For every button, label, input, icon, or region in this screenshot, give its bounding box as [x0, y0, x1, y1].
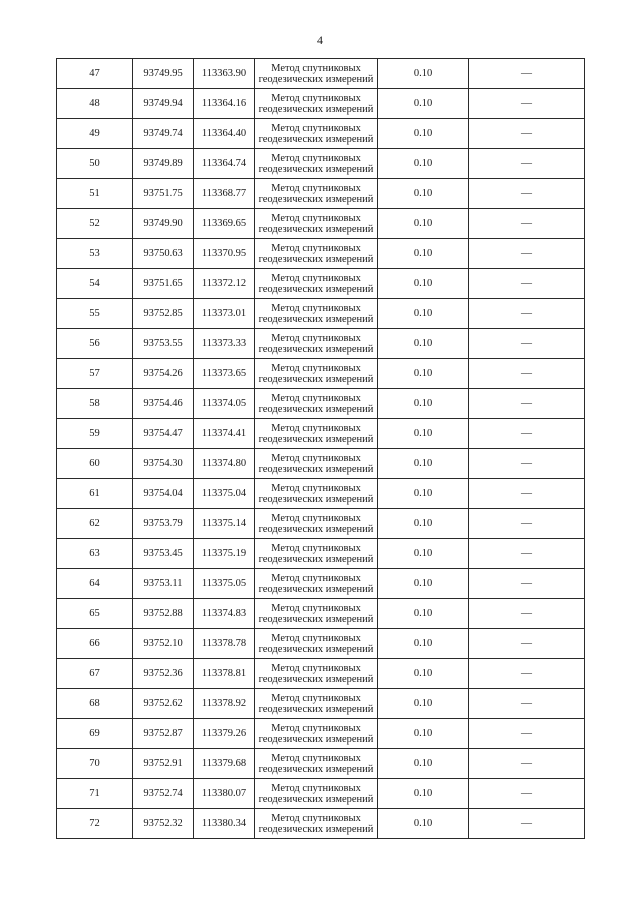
method-line-1: Метод спутниковых	[271, 302, 361, 314]
precision-cell: 0.10	[378, 629, 469, 659]
note-cell	[469, 629, 585, 659]
method-cell	[255, 539, 378, 569]
y-coordinate-cell: 113375.04	[194, 479, 255, 509]
y-coordinate-cell: 113373.65	[194, 359, 255, 389]
x-coordinate-cell: 93752.36	[133, 659, 194, 689]
x-coordinate-cell: 93751.75	[133, 179, 194, 209]
table-row	[57, 749, 585, 779]
method-line-1: Метод спутниковых	[271, 512, 361, 524]
table-row	[57, 509, 585, 539]
method-line-2: геодезических измерений	[258, 373, 374, 385]
note-dash: —	[521, 337, 532, 349]
method-line-2: геодезических измерений	[258, 733, 374, 745]
y-coordinate-cell: 113380.07	[194, 779, 255, 809]
note-cell	[469, 749, 585, 779]
method-cell	[255, 269, 378, 299]
precision-cell: 0.10	[378, 419, 469, 449]
method-line-1: Метод спутниковых	[271, 722, 361, 734]
precision-cell: 0.10	[378, 659, 469, 689]
precision-cell: 0.10	[378, 779, 469, 809]
table-row	[57, 239, 585, 269]
y-coordinate-cell: 113375.14	[194, 509, 255, 539]
table-row	[57, 329, 585, 359]
method-line-2: геодезических измерений	[258, 343, 374, 355]
note-dash: —	[521, 817, 532, 829]
x-coordinate-cell: 93752.62	[133, 689, 194, 719]
point-number-cell: 62	[57, 509, 133, 539]
note-dash: —	[521, 487, 532, 499]
point-number-cell: 68	[57, 689, 133, 719]
note-dash: —	[521, 247, 532, 259]
y-coordinate-cell: 113374.41	[194, 419, 255, 449]
method-cell	[255, 59, 378, 89]
note-cell	[469, 89, 585, 119]
method-line-2: геодезических измерений	[258, 703, 374, 715]
precision-cell: 0.10	[378, 269, 469, 299]
point-number-cell: 72	[57, 809, 133, 839]
y-coordinate-cell: 113373.33	[194, 329, 255, 359]
method-line-1: Метод спутниковых	[271, 572, 361, 584]
method-cell	[255, 749, 378, 779]
point-number-cell: 57	[57, 359, 133, 389]
note-dash: —	[521, 97, 532, 109]
table-row	[57, 629, 585, 659]
note-dash: —	[521, 127, 532, 139]
method-line-2: геодезических измерений	[258, 523, 374, 535]
precision-cell: 0.10	[378, 359, 469, 389]
point-number-cell: 66	[57, 629, 133, 659]
method-line-1: Метод спутниковых	[271, 152, 361, 164]
note-dash: —	[521, 787, 532, 799]
y-coordinate-cell: 113378.92	[194, 689, 255, 719]
precision-cell: 0.10	[378, 299, 469, 329]
precision-cell: 0.10	[378, 389, 469, 419]
table-row	[57, 389, 585, 419]
precision-cell: 0.10	[378, 449, 469, 479]
method-line-1: Метод спутниковых	[271, 242, 361, 254]
note-dash: —	[521, 397, 532, 409]
x-coordinate-cell: 93752.85	[133, 299, 194, 329]
method-line-2: геодезических измерений	[258, 403, 374, 415]
method-line-2: геодезических измерений	[258, 223, 374, 235]
x-coordinate-cell: 93754.26	[133, 359, 194, 389]
note-dash: —	[521, 427, 532, 439]
y-coordinate-cell: 113378.78	[194, 629, 255, 659]
precision-cell: 0.10	[378, 809, 469, 839]
method-cell	[255, 389, 378, 419]
method-cell	[255, 239, 378, 269]
method-line-1: Метод спутниковых	[271, 542, 361, 554]
method-line-2: геодезических измерений	[258, 823, 374, 835]
point-number-cell: 48	[57, 89, 133, 119]
method-line-2: геодезических измерений	[258, 463, 374, 475]
precision-cell: 0.10	[378, 59, 469, 89]
table-row	[57, 59, 585, 89]
method-cell	[255, 779, 378, 809]
x-coordinate-cell: 93749.89	[133, 149, 194, 179]
method-line-2: геодезических измерений	[258, 613, 374, 625]
y-coordinate-cell: 113364.40	[194, 119, 255, 149]
x-coordinate-cell: 93752.74	[133, 779, 194, 809]
point-number-cell: 53	[57, 239, 133, 269]
y-coordinate-cell: 113379.26	[194, 719, 255, 749]
y-coordinate-cell: 113380.34	[194, 809, 255, 839]
note-cell	[469, 659, 585, 689]
precision-cell: 0.10	[378, 749, 469, 779]
note-dash: —	[521, 697, 532, 709]
method-cell	[255, 719, 378, 749]
precision-cell: 0.10	[378, 119, 469, 149]
note-dash: —	[521, 367, 532, 379]
table-row	[57, 179, 585, 209]
method-line-1: Метод спутниковых	[271, 182, 361, 194]
y-coordinate-cell: 113375.05	[194, 569, 255, 599]
x-coordinate-cell: 93753.55	[133, 329, 194, 359]
point-number-cell: 67	[57, 659, 133, 689]
note-dash: —	[521, 577, 532, 589]
method-cell	[255, 569, 378, 599]
table-row	[57, 539, 585, 569]
method-line-2: геодезических измерений	[258, 673, 374, 685]
method-cell	[255, 689, 378, 719]
note-dash: —	[521, 757, 532, 769]
table-row	[57, 269, 585, 299]
method-line-1: Метод спутниковых	[271, 662, 361, 674]
x-coordinate-cell: 93754.04	[133, 479, 194, 509]
note-cell	[469, 779, 585, 809]
x-coordinate-cell: 93751.65	[133, 269, 194, 299]
note-dash: —	[521, 67, 532, 79]
method-line-1: Метод спутниковых	[271, 782, 361, 794]
point-number-cell: 65	[57, 599, 133, 629]
note-dash: —	[521, 607, 532, 619]
point-number-cell: 54	[57, 269, 133, 299]
table-row	[57, 209, 585, 239]
precision-cell: 0.10	[378, 599, 469, 629]
y-coordinate-cell: 113370.95	[194, 239, 255, 269]
point-number-cell: 59	[57, 419, 133, 449]
point-number-cell: 64	[57, 569, 133, 599]
precision-cell: 0.10	[378, 329, 469, 359]
method-cell	[255, 119, 378, 149]
point-number-cell: 61	[57, 479, 133, 509]
note-cell	[469, 599, 585, 629]
table-row	[57, 119, 585, 149]
x-coordinate-cell: 93749.94	[133, 89, 194, 119]
method-line-1: Метод спутниковых	[271, 122, 361, 134]
table-row	[57, 779, 585, 809]
method-cell	[255, 509, 378, 539]
method-cell	[255, 329, 378, 359]
method-line-1: Метод спутниковых	[271, 812, 361, 824]
method-line-2: геодезических измерений	[258, 763, 374, 775]
note-cell	[469, 569, 585, 599]
method-line-1: Метод спутниковых	[271, 452, 361, 464]
method-cell	[255, 359, 378, 389]
table-row	[57, 359, 585, 389]
method-line-1: Метод спутниковых	[271, 212, 361, 224]
method-cell	[255, 299, 378, 329]
note-cell	[469, 809, 585, 839]
point-number-cell: 55	[57, 299, 133, 329]
method-cell	[255, 629, 378, 659]
x-coordinate-cell: 93749.95	[133, 59, 194, 89]
x-coordinate-cell: 93750.63	[133, 239, 194, 269]
x-coordinate-cell: 93749.74	[133, 119, 194, 149]
note-cell	[469, 479, 585, 509]
point-number-cell: 58	[57, 389, 133, 419]
method-line-1: Метод спутниковых	[271, 752, 361, 764]
precision-cell: 0.10	[378, 149, 469, 179]
method-cell	[255, 599, 378, 629]
method-line-1: Метод спутниковых	[271, 272, 361, 284]
note-dash: —	[521, 667, 532, 679]
x-coordinate-cell: 93754.47	[133, 419, 194, 449]
note-cell	[469, 269, 585, 299]
note-cell	[469, 359, 585, 389]
y-coordinate-cell: 113375.19	[194, 539, 255, 569]
note-cell	[469, 449, 585, 479]
note-cell	[469, 239, 585, 269]
method-line-1: Метод спутниковых	[271, 92, 361, 104]
point-number-cell: 51	[57, 179, 133, 209]
y-coordinate-cell: 113364.74	[194, 149, 255, 179]
x-coordinate-cell: 93752.32	[133, 809, 194, 839]
method-line-1: Метод спутниковых	[271, 332, 361, 344]
method-line-1: Метод спутниковых	[271, 422, 361, 434]
note-dash: —	[521, 217, 532, 229]
y-coordinate-cell: 113372.12	[194, 269, 255, 299]
table-row	[57, 689, 585, 719]
note-cell	[469, 179, 585, 209]
x-coordinate-cell: 93752.87	[133, 719, 194, 749]
note-dash: —	[521, 457, 532, 469]
page-number: 4	[317, 33, 323, 47]
table-row	[57, 719, 585, 749]
method-line-2: геодезических измерений	[258, 133, 374, 145]
y-coordinate-cell: 113373.01	[194, 299, 255, 329]
note-dash: —	[521, 547, 532, 559]
x-coordinate-cell: 93753.11	[133, 569, 194, 599]
method-line-2: геодезических измерений	[258, 553, 374, 565]
method-line-2: геодезических измерений	[258, 493, 374, 505]
method-line-2: геодезических измерений	[258, 253, 374, 265]
point-number-cell: 63	[57, 539, 133, 569]
table-row	[57, 89, 585, 119]
note-cell	[469, 719, 585, 749]
method-line-2: геодезических измерений	[258, 313, 374, 325]
method-line-2: геодезических измерений	[258, 103, 374, 115]
y-coordinate-cell: 113374.80	[194, 449, 255, 479]
point-number-cell: 69	[57, 719, 133, 749]
note-cell	[469, 509, 585, 539]
method-line-1: Метод спутниковых	[271, 392, 361, 404]
point-number-cell: 71	[57, 779, 133, 809]
note-cell	[469, 689, 585, 719]
point-number-cell: 70	[57, 749, 133, 779]
table-row	[57, 449, 585, 479]
method-line-2: геодезических измерений	[258, 643, 374, 655]
note-dash: —	[521, 277, 532, 289]
method-line-2: геодезических измерений	[258, 283, 374, 295]
method-line-1: Метод спутниковых	[271, 482, 361, 494]
table-row	[57, 149, 585, 179]
precision-cell: 0.10	[378, 239, 469, 269]
y-coordinate-cell: 113364.16	[194, 89, 255, 119]
table-row	[57, 569, 585, 599]
method-line-2: геодезических измерений	[258, 433, 374, 445]
y-coordinate-cell: 113363.90	[194, 59, 255, 89]
x-coordinate-cell: 93752.88	[133, 599, 194, 629]
table-row	[57, 479, 585, 509]
precision-cell: 0.10	[378, 539, 469, 569]
note-dash: —	[521, 187, 532, 199]
method-cell	[255, 479, 378, 509]
point-number-cell: 56	[57, 329, 133, 359]
point-number-cell: 52	[57, 209, 133, 239]
note-cell	[469, 389, 585, 419]
method-line-2: геодезических измерений	[258, 193, 374, 205]
note-cell	[469, 149, 585, 179]
method-line-2: геодезических измерений	[258, 583, 374, 595]
precision-cell: 0.10	[378, 689, 469, 719]
y-coordinate-cell: 113374.83	[194, 599, 255, 629]
precision-cell: 0.10	[378, 89, 469, 119]
x-coordinate-cell: 93753.45	[133, 539, 194, 569]
x-coordinate-cell: 93752.91	[133, 749, 194, 779]
table-body	[57, 59, 585, 839]
x-coordinate-cell: 93754.30	[133, 449, 194, 479]
table-row	[57, 299, 585, 329]
x-coordinate-cell: 93754.46	[133, 389, 194, 419]
precision-cell: 0.10	[378, 509, 469, 539]
point-number-cell: 47	[57, 59, 133, 89]
note-cell	[469, 209, 585, 239]
note-cell	[469, 59, 585, 89]
precision-cell: 0.10	[378, 209, 469, 239]
point-number-cell: 60	[57, 449, 133, 479]
method-line-1: Метод спутниковых	[271, 62, 361, 74]
precision-cell: 0.10	[378, 479, 469, 509]
method-line-2: геодезических измерений	[258, 163, 374, 175]
x-coordinate-cell: 93752.10	[133, 629, 194, 659]
point-number-cell: 49	[57, 119, 133, 149]
note-dash: —	[521, 157, 532, 169]
note-dash: —	[521, 517, 532, 529]
precision-cell: 0.10	[378, 569, 469, 599]
method-line-2: геодезических измерений	[258, 73, 374, 85]
x-coordinate-cell: 93749.90	[133, 209, 194, 239]
method-cell	[255, 149, 378, 179]
method-line-1: Метод спутниковых	[271, 362, 361, 374]
method-line-2: геодезических измерений	[258, 793, 374, 805]
point-number-cell: 50	[57, 149, 133, 179]
method-line-1: Метод спутниковых	[271, 602, 361, 614]
method-cell	[255, 659, 378, 689]
method-cell	[255, 209, 378, 239]
method-cell	[255, 179, 378, 209]
precision-cell: 0.10	[378, 719, 469, 749]
table-row	[57, 599, 585, 629]
note-dash: —	[521, 307, 532, 319]
note-cell	[469, 539, 585, 569]
note-cell	[469, 119, 585, 149]
method-cell	[255, 89, 378, 119]
table-row	[57, 659, 585, 689]
y-coordinate-cell: 113369.65	[194, 209, 255, 239]
note-cell	[469, 299, 585, 329]
table-row	[57, 419, 585, 449]
table-row	[57, 809, 585, 839]
y-coordinate-cell: 113379.68	[194, 749, 255, 779]
y-coordinate-cell: 113368.77	[194, 179, 255, 209]
note-dash: —	[521, 727, 532, 739]
x-coordinate-cell: 93753.79	[133, 509, 194, 539]
y-coordinate-cell: 113378.81	[194, 659, 255, 689]
note-cell	[469, 329, 585, 359]
method-cell	[255, 419, 378, 449]
note-dash: —	[521, 637, 532, 649]
precision-cell: 0.10	[378, 179, 469, 209]
note-cell	[469, 419, 585, 449]
method-line-1: Метод спутниковых	[271, 692, 361, 704]
y-coordinate-cell: 113374.05	[194, 389, 255, 419]
method-cell	[255, 449, 378, 479]
method-line-1: Метод спутниковых	[271, 632, 361, 644]
coordinates-table	[56, 58, 585, 839]
method-cell	[255, 809, 378, 839]
